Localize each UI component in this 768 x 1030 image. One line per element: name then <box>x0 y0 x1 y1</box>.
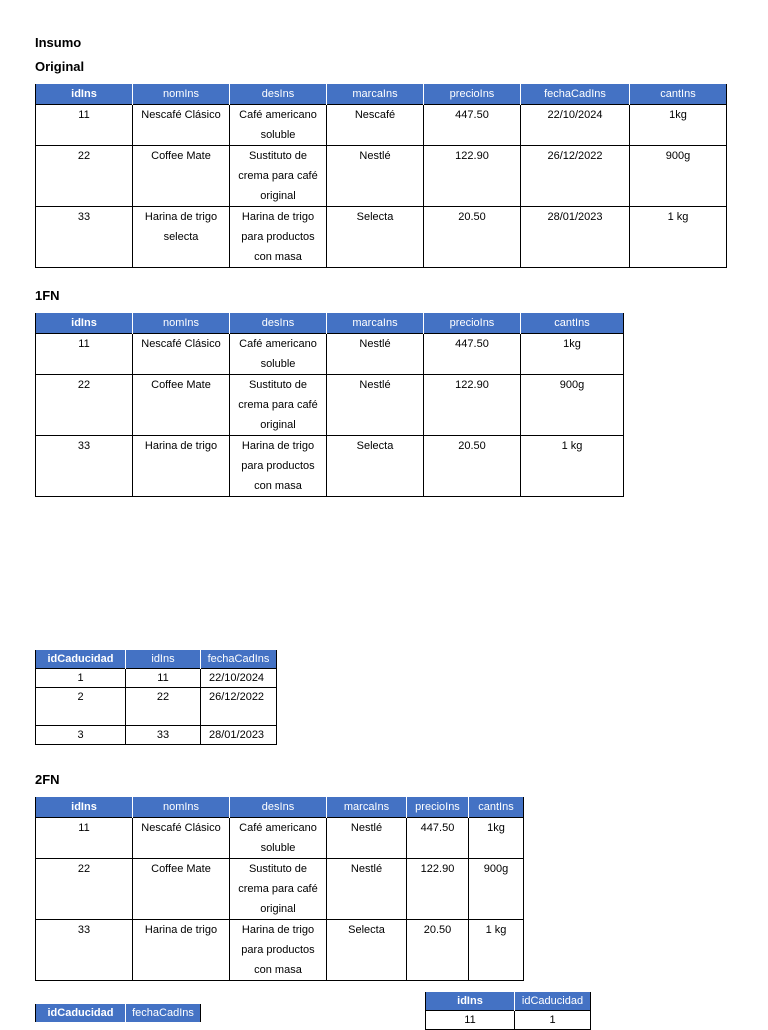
column-header-idcaducidad: idCaducidad <box>36 650 126 669</box>
header-row <box>36 84 727 105</box>
cell-cantins: 1kg <box>630 105 727 146</box>
column-header-marcains: marcaIns <box>327 313 424 334</box>
cell-cantins: 900g <box>469 859 524 920</box>
cell-idins: 33 <box>36 436 133 497</box>
fn1-table <box>35 313 624 497</box>
cell-idins: 33 <box>36 920 133 981</box>
cell-marcains: Nestlé <box>327 375 424 436</box>
column-header-desins: desIns <box>230 797 327 818</box>
fn2-heading: 2FN <box>35 772 60 787</box>
column-header-precioins: precioIns <box>407 797 469 818</box>
column-header-fechacadins: fechaCadIns <box>126 1004 201 1022</box>
column-header-idins: idIns <box>126 650 201 669</box>
cell-idins: 22 <box>36 375 133 436</box>
table-row <box>36 818 524 859</box>
table-row <box>36 726 277 745</box>
cell-idins: 11 <box>426 1011 515 1030</box>
column-header-desins: desIns <box>230 313 327 334</box>
cell-idcaducidad: 2 <box>36 688 126 726</box>
cell-nomins: Nescafé Clásico <box>133 105 230 146</box>
table-row <box>426 1011 591 1030</box>
column-header-idins: idIns <box>36 84 133 105</box>
table-row <box>36 146 727 207</box>
cell-marcains: Nestlé <box>327 818 407 859</box>
cell-nomins: Nescafé Clásico <box>133 818 230 859</box>
column-header-marcains: marcaIns <box>327 84 424 105</box>
cell-cantins: 900g <box>630 146 727 207</box>
fn2-relacion-table <box>425 992 591 1030</box>
cell-fechacadins: 28/01/2023 <box>201 726 277 745</box>
cell-marcains: Nescafé <box>327 105 424 146</box>
table-row <box>36 669 277 688</box>
cell-marcains: Selecta <box>327 436 424 497</box>
column-header-nomins: nomIns <box>133 797 230 818</box>
cell-idins: 11 <box>36 105 133 146</box>
cell-marcains: Selecta <box>327 920 407 981</box>
cell-marcains: Nestlé <box>327 859 407 920</box>
header-row <box>36 313 624 334</box>
cell-precioins: 20.50 <box>407 920 469 981</box>
cell-cantins: 1 kg <box>469 920 524 981</box>
section-title: Insumo <box>35 35 82 50</box>
column-header-marcains: marcaIns <box>327 797 407 818</box>
table-row <box>36 920 524 981</box>
cell-desins: Harina de trigo para productos con masa <box>230 920 327 981</box>
column-header-desins: desIns <box>230 84 327 105</box>
cell-idins: 11 <box>126 669 201 688</box>
cell-precioins: 122.90 <box>424 146 521 207</box>
cell-cantins: 900g <box>521 375 624 436</box>
column-header-precioins: precioIns <box>424 84 521 105</box>
cell-nomins: Coffee Mate <box>133 375 230 436</box>
table-row <box>36 688 277 726</box>
cell-marcains: Nestlé <box>327 334 424 375</box>
cell-idcaducidad: 1 <box>515 1011 591 1030</box>
original-table <box>35 84 727 268</box>
cell-nomins: Coffee Mate <box>133 859 230 920</box>
cell-idins: 22 <box>126 688 201 726</box>
original-heading: Original <box>35 59 85 74</box>
column-header-fechacadins: fechaCadIns <box>201 650 277 669</box>
table-row <box>36 207 727 268</box>
cell-idins: 11 <box>36 334 133 375</box>
header-row <box>36 1004 201 1022</box>
cell-nomins: Harina de trigo selecta <box>133 207 230 268</box>
cell-precioins: 20.50 <box>424 207 521 268</box>
cell-precioins: 447.50 <box>407 818 469 859</box>
column-header-cantins: cantIns <box>630 84 727 105</box>
cell-desins: Café americano soluble <box>230 105 327 146</box>
header-row <box>36 650 277 669</box>
column-header-idins: idIns <box>426 992 515 1011</box>
cell-desins: Café americano soluble <box>230 818 327 859</box>
column-header-nomins: nomIns <box>133 313 230 334</box>
cell-precioins: 122.90 <box>407 859 469 920</box>
table-row <box>36 105 727 146</box>
cell-idins: 33 <box>36 207 133 268</box>
fn1-heading: 1FN <box>35 288 60 303</box>
cell-idcaducidad: 1 <box>36 669 126 688</box>
cell-idins: 33 <box>126 726 201 745</box>
column-header-fechacadins: fechaCadIns <box>521 84 630 105</box>
cell-cantins: 1 kg <box>521 436 624 497</box>
column-header-nomins: nomIns <box>133 84 230 105</box>
column-header-idins: idIns <box>36 313 133 334</box>
cell-idins: 11 <box>36 818 133 859</box>
fn2-caducidad-table <box>35 1004 201 1022</box>
table-row <box>36 859 524 920</box>
cell-marcains: Nestlé <box>327 146 424 207</box>
column-header-idins: idIns <box>36 797 133 818</box>
cell-desins: Harina de trigo para productos con masa <box>230 436 327 497</box>
table-row <box>36 334 624 375</box>
cell-fechacadins: 28/01/2023 <box>521 207 630 268</box>
column-header-cantins: cantIns <box>521 313 624 334</box>
cell-precioins: 20.50 <box>424 436 521 497</box>
cell-precioins: 447.50 <box>424 105 521 146</box>
column-header-cantins: cantIns <box>469 797 524 818</box>
table-row <box>36 436 624 497</box>
fn1-caducidad-table <box>35 650 277 745</box>
cell-nomins: Nescafé Clásico <box>133 334 230 375</box>
cell-desins: Sustituto de crema para café original <box>230 146 327 207</box>
cell-desins: Sustituto de crema para café original <box>230 375 327 436</box>
cell-precioins: 122.90 <box>424 375 521 436</box>
table-row <box>36 375 624 436</box>
cell-marcains: Selecta <box>327 207 424 268</box>
cell-desins: Café americano soluble <box>230 334 327 375</box>
cell-idins: 22 <box>36 146 133 207</box>
cell-cantins: 1kg <box>521 334 624 375</box>
cell-cantins: 1kg <box>469 818 524 859</box>
cell-fechacadins: 26/12/2022 <box>521 146 630 207</box>
cell-nomins: Harina de trigo <box>133 920 230 981</box>
cell-nomins: Coffee Mate <box>133 146 230 207</box>
column-header-idcaducidad: idCaducidad <box>515 992 591 1011</box>
fn2-table <box>35 797 524 981</box>
header-row <box>426 992 591 1011</box>
cell-fechacadins: 22/10/2024 <box>521 105 630 146</box>
header-row <box>36 797 524 818</box>
cell-cantins: 1 kg <box>630 207 727 268</box>
cell-idins: 22 <box>36 859 133 920</box>
column-header-idcaducidad: idCaducidad <box>36 1004 126 1022</box>
cell-desins: Sustituto de crema para café original <box>230 859 327 920</box>
cell-idcaducidad: 3 <box>36 726 126 745</box>
cell-fechacadins: 22/10/2024 <box>201 669 277 688</box>
cell-precioins: 447.50 <box>424 334 521 375</box>
column-header-precioins: precioIns <box>424 313 521 334</box>
cell-desins: Harina de trigo para productos con masa <box>230 207 327 268</box>
cell-fechacadins: 26/12/2022 <box>201 688 277 726</box>
cell-nomins: Harina de trigo <box>133 436 230 497</box>
